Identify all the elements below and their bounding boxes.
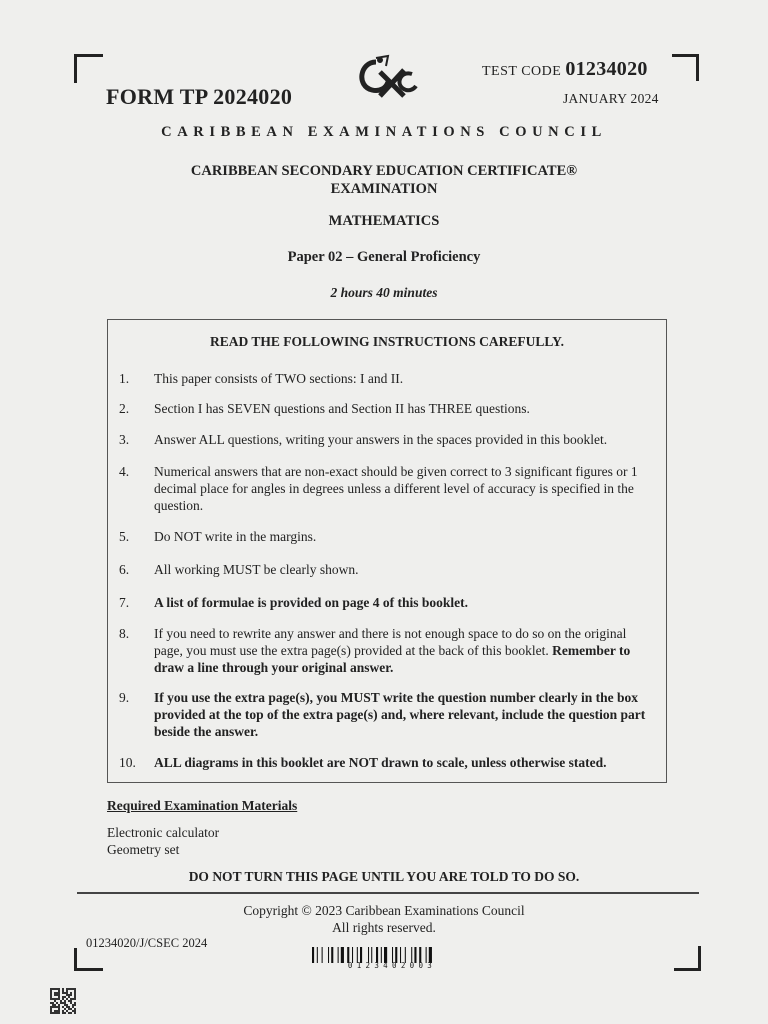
instruction-emphasis: Remember to draw a line through your original answer. [154,643,631,675]
copyright-line-1: Copyright © 2023 Caribbean Examinations Council [243,903,525,918]
certificate-line-1: CARIBBEAN SECONDARY EDUCATION CERTIFICATE® [190,163,578,179]
material-item: Electronic calculator [107,825,220,840]
instruction-number: 6. [119,562,130,577]
exam-date: JANUARY 2024 [563,91,659,106]
certificate-line-2: EXAMINATION [330,181,438,197]
form-code: FORM TP 2024020 [106,84,293,109]
cxc-logo [352,52,422,100]
instruction-number: 8. [119,626,130,641]
certificate-title [0,162,768,198]
copyright-line-2: All rights reserved. [332,920,436,935]
footer-code: 01234020/J/CSEC 2024 [86,936,208,950]
instruction-text: Numerical answers that are non-exact should be given correct to 3 significant figures or 1 decimal place for angles in degrees unless a different level of accuracy is specified in the question. [154,464,638,513]
instruction-number: 7. [119,595,130,610]
instruction-text: ALL diagrams in this booklet are NOT drawn to scale, unless otherwise stated. [154,755,607,770]
subject-title: MATHEMATICS [328,213,440,229]
instruction-text-block [154,625,656,676]
instructions-heading: READ THE FOLLOWING INSTRUCTIONS CAREFULLY. [210,334,564,349]
crop-mark-bottom-right [674,946,701,971]
warning-text: DO NOT TURN THIS PAGE UNTIL YOU ARE TOLD TO DO SO. [188,869,580,884]
instruction-number: 1. [119,371,130,386]
paper-title: Paper 02 – General Proficiency [287,249,481,265]
divider [77,892,699,894]
crop-mark-top-left [74,54,103,83]
instruction-text: If you use the extra page(s), you MUST write the question number clearly in the box provided at the top of the extra page(s) and, where relevant, include the question part beside the answer. [154,690,646,739]
instruction-text: Do NOT write in the margins. [154,529,317,544]
instruction-number: 9. [119,690,130,705]
council-name: CARIBBEAN EXAMINATIONS COUNCIL [161,124,607,140]
instruction-text: If you need to rewrite any answer and there is not enough space to do so on the original page, you must use the extra page(s) provided at the back of this booklet. [154,626,627,658]
crop-mark-bottom-left [74,948,103,971]
instruction-text: All working MUST be clearly shown. [154,562,359,577]
copyright [0,902,768,936]
barcode-digits: 0123402003 [347,961,437,970]
instruction-text: This paper consists of TWO sections: I and II. [154,371,404,386]
instruction-number: 10. [119,755,136,770]
materials-heading: Required Examination Materials [107,798,298,813]
instruction-text: A list of formulae is provided on page 4 of this booklet. [154,595,469,610]
test-code-number: 01234020 [565,58,648,80]
exam-duration: 2 hours 40 minutes [330,285,438,300]
instructions-box [107,319,667,783]
material-item: Geometry set [107,842,180,857]
test-code [482,58,648,81]
qr-code [50,988,76,1014]
instruction-number: 4. [119,464,130,479]
crop-mark-top-right [672,54,699,81]
instruction-number: 5. [119,529,130,544]
instruction-text: Answer ALL questions, writing your answers in the spaces provided in this booklet. [154,432,608,447]
instruction-text: Section I has SEVEN questions and Section II has THREE questions. [154,401,530,416]
test-code-label: TEST CODE [482,64,562,79]
instruction-number: 2. [119,401,130,416]
instruction-number: 3. [119,432,130,447]
